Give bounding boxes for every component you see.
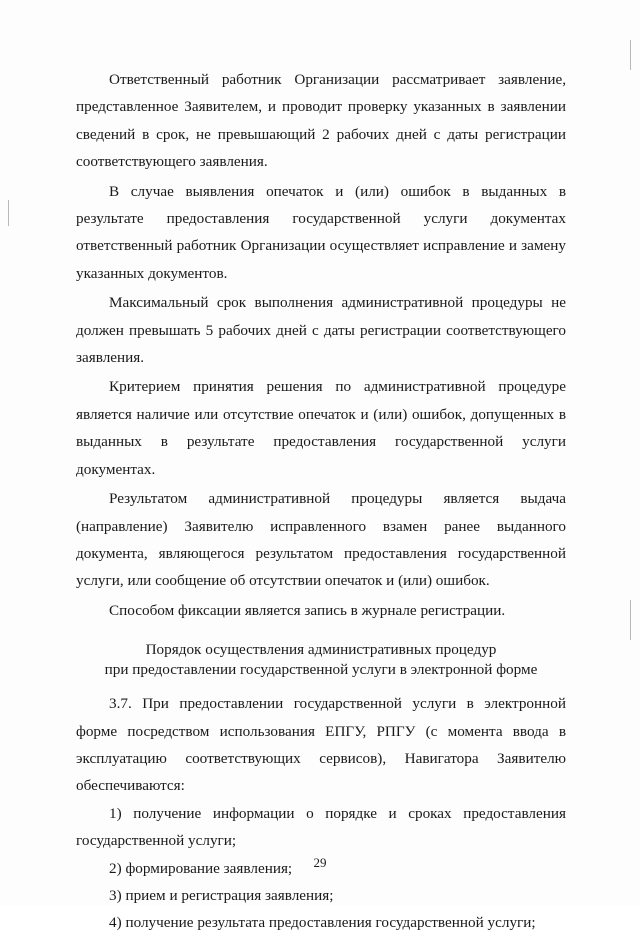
paragraph-review: Ответственный работник Организации рассматривает заявление, представленное Заявителем, и проводит проверку указанных в заявлении сведений в срок, не превышающий 2 рабочих дней с даты регистрации соответствующего заявления. bbox=[76, 71, 566, 171]
scan-margin-mark bbox=[630, 40, 631, 70]
list-item: 2) формирование заявления; bbox=[109, 859, 293, 877]
paragraph-fixation: Способом фиксации является запись в журнале регистрации. bbox=[109, 601, 506, 619]
paragraph-criterion: Критерием принятия решения по административной процедуре является наличие или отсутствие опечаток и (или) ошибок, допущенных в выданных в результате предоставления государственной услуги документах. bbox=[76, 378, 566, 478]
list-item: 4) получение результата предоставления государственной услуги; bbox=[109, 914, 536, 932]
section-heading-line: при предоставлении государственной услуги в электронной форме bbox=[104, 661, 538, 679]
section-heading bbox=[76, 640, 566, 680]
paragraph-max-term: Максимальный срок выполнения административной процедуры не должен превышать 5 рабочих дней с даты регистрации соответствующего заявления. bbox=[76, 294, 566, 367]
list-item: 1) получение информации о порядке и сроках предоставления государственной услуги; bbox=[76, 804, 566, 850]
paragraph-correction: В случае выявления опечаток и (или) ошибок в выданных в результате предоставления государственной услуги документах ответственный работник Организации осуществляет исправление и замену указанных документов. bbox=[76, 182, 566, 282]
section-heading-line: Порядок осуществления административных процедур bbox=[145, 641, 497, 659]
page-number: 29 bbox=[313, 855, 327, 870]
scan-margin-mark bbox=[630, 600, 631, 640]
scan-margin-mark bbox=[8, 200, 9, 226]
list-item: 3) прием и регистрация заявления; bbox=[109, 886, 334, 904]
paragraph-result: Результатом административной процедуры является выдача (направление) Заявителю исправленного взамен ранее выданного документа, являющегося результатом предоставления государственной услуги, или сообщение об отсутствии опечаток и (или) ошибок. bbox=[76, 490, 566, 590]
document-body bbox=[76, 66, 566, 937]
paragraph-section-intro: 3.7. При предоставлении государственной услуги в электронной форме посредством использования ЕПГУ, РПГУ (с момента ввода в эксплуатацию соответствующих сервисов), Навигатора Заявителю обеспечиваются: bbox=[76, 695, 566, 795]
